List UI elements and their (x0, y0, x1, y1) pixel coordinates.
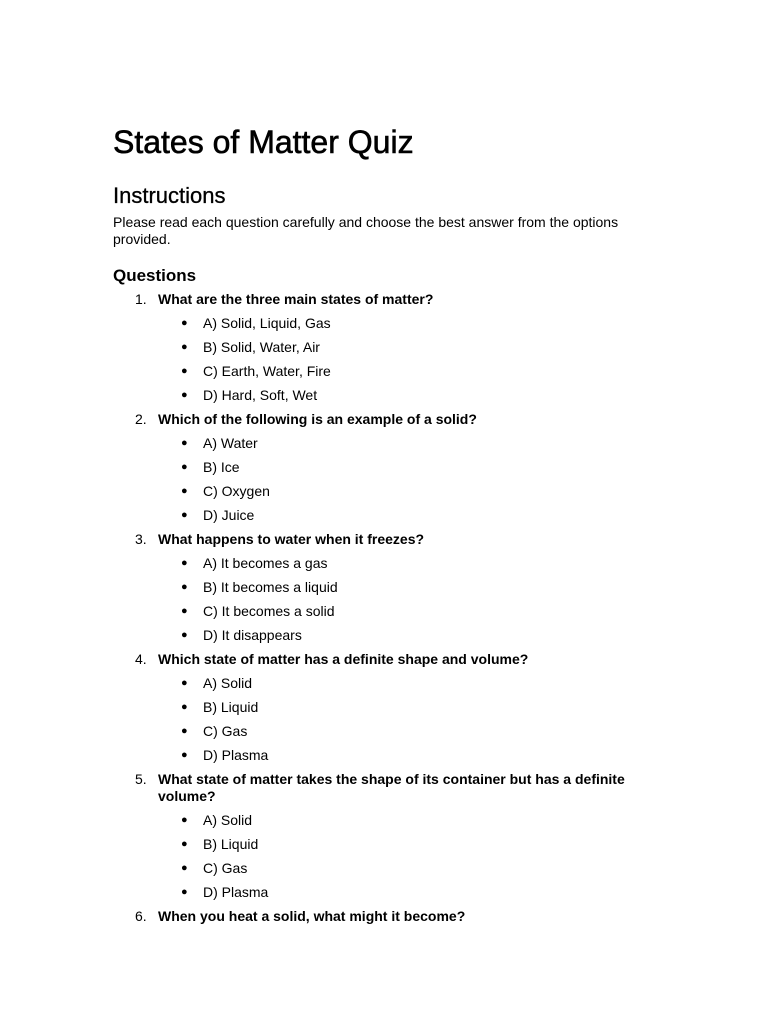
answer-option-label: A) Solid, Liquid, Gas (203, 315, 331, 331)
instructions-text: Please read each question carefully and choose the best answer from the options provided. (113, 214, 619, 247)
answer-option (158, 551, 643, 575)
question-number: 5. (135, 771, 147, 787)
answer-option (158, 695, 643, 719)
answer-option (158, 719, 643, 743)
question-number: 6. (135, 908, 147, 924)
answer-option (158, 479, 643, 503)
bullet-icon: ● (181, 317, 188, 329)
answer-option (158, 359, 643, 383)
question-item (113, 908, 643, 925)
question-item (113, 531, 643, 647)
answer-option (158, 623, 643, 647)
answer-option (158, 311, 643, 335)
bullet-icon: ● (181, 461, 188, 473)
bullet-icon: ● (181, 437, 188, 449)
question-number: 1. (135, 291, 147, 307)
question-text: What happens to water when it freezes? (158, 531, 425, 547)
questions-list (113, 291, 643, 925)
answer-options (158, 311, 643, 407)
page-title: States of Matter Quiz (113, 124, 414, 160)
question-item (113, 291, 643, 407)
answer-option (158, 455, 643, 479)
answer-option (158, 503, 643, 527)
answer-option (158, 599, 643, 623)
bullet-icon: ● (181, 509, 188, 521)
answer-option (158, 335, 643, 359)
answer-option-label: B) It becomes a liquid (203, 579, 338, 595)
question-item (113, 771, 643, 904)
answer-option-label: D) Plasma (203, 884, 269, 900)
answer-option (158, 832, 643, 856)
answer-option (158, 856, 643, 880)
answer-option (158, 383, 643, 407)
bullet-icon: ● (181, 605, 188, 617)
bullet-icon: ● (181, 862, 188, 874)
bullet-icon: ● (181, 629, 188, 641)
bullet-icon: ● (181, 749, 188, 761)
bullet-icon: ● (181, 725, 188, 737)
question-text: Which of the following is an example of a solid? (158, 411, 477, 427)
bullet-icon: ● (181, 557, 188, 569)
question-text: What state of matter takes the shape of its container but has a definite volume? (158, 771, 625, 804)
bullet-icon: ● (181, 581, 188, 593)
answer-option-label: C) Oxygen (203, 483, 270, 499)
answer-option (158, 671, 643, 695)
bullet-icon: ● (181, 886, 188, 898)
answer-options (158, 431, 643, 527)
answer-option (158, 808, 643, 832)
answer-option (158, 431, 643, 455)
answer-option-label: C) It becomes a solid (203, 603, 335, 619)
answer-options (158, 551, 643, 647)
question-text: Which state of matter has a definite shape and volume? (158, 651, 529, 667)
answer-option-label: C) Earth, Water, Fire (203, 363, 331, 379)
questions-heading: Questions (113, 266, 197, 285)
answer-option-label: B) Liquid (203, 699, 259, 715)
question-item (113, 411, 643, 527)
bullet-icon: ● (181, 341, 188, 353)
question-number: 2. (135, 411, 147, 427)
answer-option (158, 575, 643, 599)
bullet-icon: ● (181, 485, 188, 497)
answer-option-label: C) Gas (203, 860, 248, 876)
bullet-icon: ● (181, 677, 188, 689)
question-number: 4. (135, 651, 147, 667)
bullet-icon: ● (181, 389, 188, 401)
answer-option-label: B) Solid, Water, Air (203, 339, 320, 355)
answer-option-label: D) Hard, Soft, Wet (203, 387, 318, 403)
answer-option-label: A) Solid (203, 675, 253, 691)
question-text: What are the three main states of matter? (158, 291, 434, 307)
bullet-icon: ● (181, 814, 188, 826)
bullet-icon: ● (181, 838, 188, 850)
answer-option (158, 743, 643, 767)
answer-options (158, 808, 643, 904)
answer-option-label: C) Gas (203, 723, 248, 739)
answer-option-label: A) Solid (203, 812, 253, 828)
answer-option-label: D) Plasma (203, 747, 269, 763)
answer-option (158, 880, 643, 904)
question-text: When you heat a solid, what might it become? (158, 908, 466, 924)
answer-option-label: A) It becomes a gas (203, 555, 328, 571)
answer-option-label: D) Juice (203, 507, 255, 523)
answer-option-label: B) Ice (203, 459, 240, 475)
answer-option-label: A) Water (203, 435, 258, 451)
question-number: 3. (135, 531, 147, 547)
answer-options (158, 671, 643, 767)
answer-option-label: D) It disappears (203, 627, 302, 643)
question-item (113, 651, 643, 767)
bullet-icon: ● (181, 365, 188, 377)
instructions-heading: Instructions (113, 183, 226, 208)
answer-option-label: B) Liquid (203, 836, 259, 852)
bullet-icon: ● (181, 701, 188, 713)
